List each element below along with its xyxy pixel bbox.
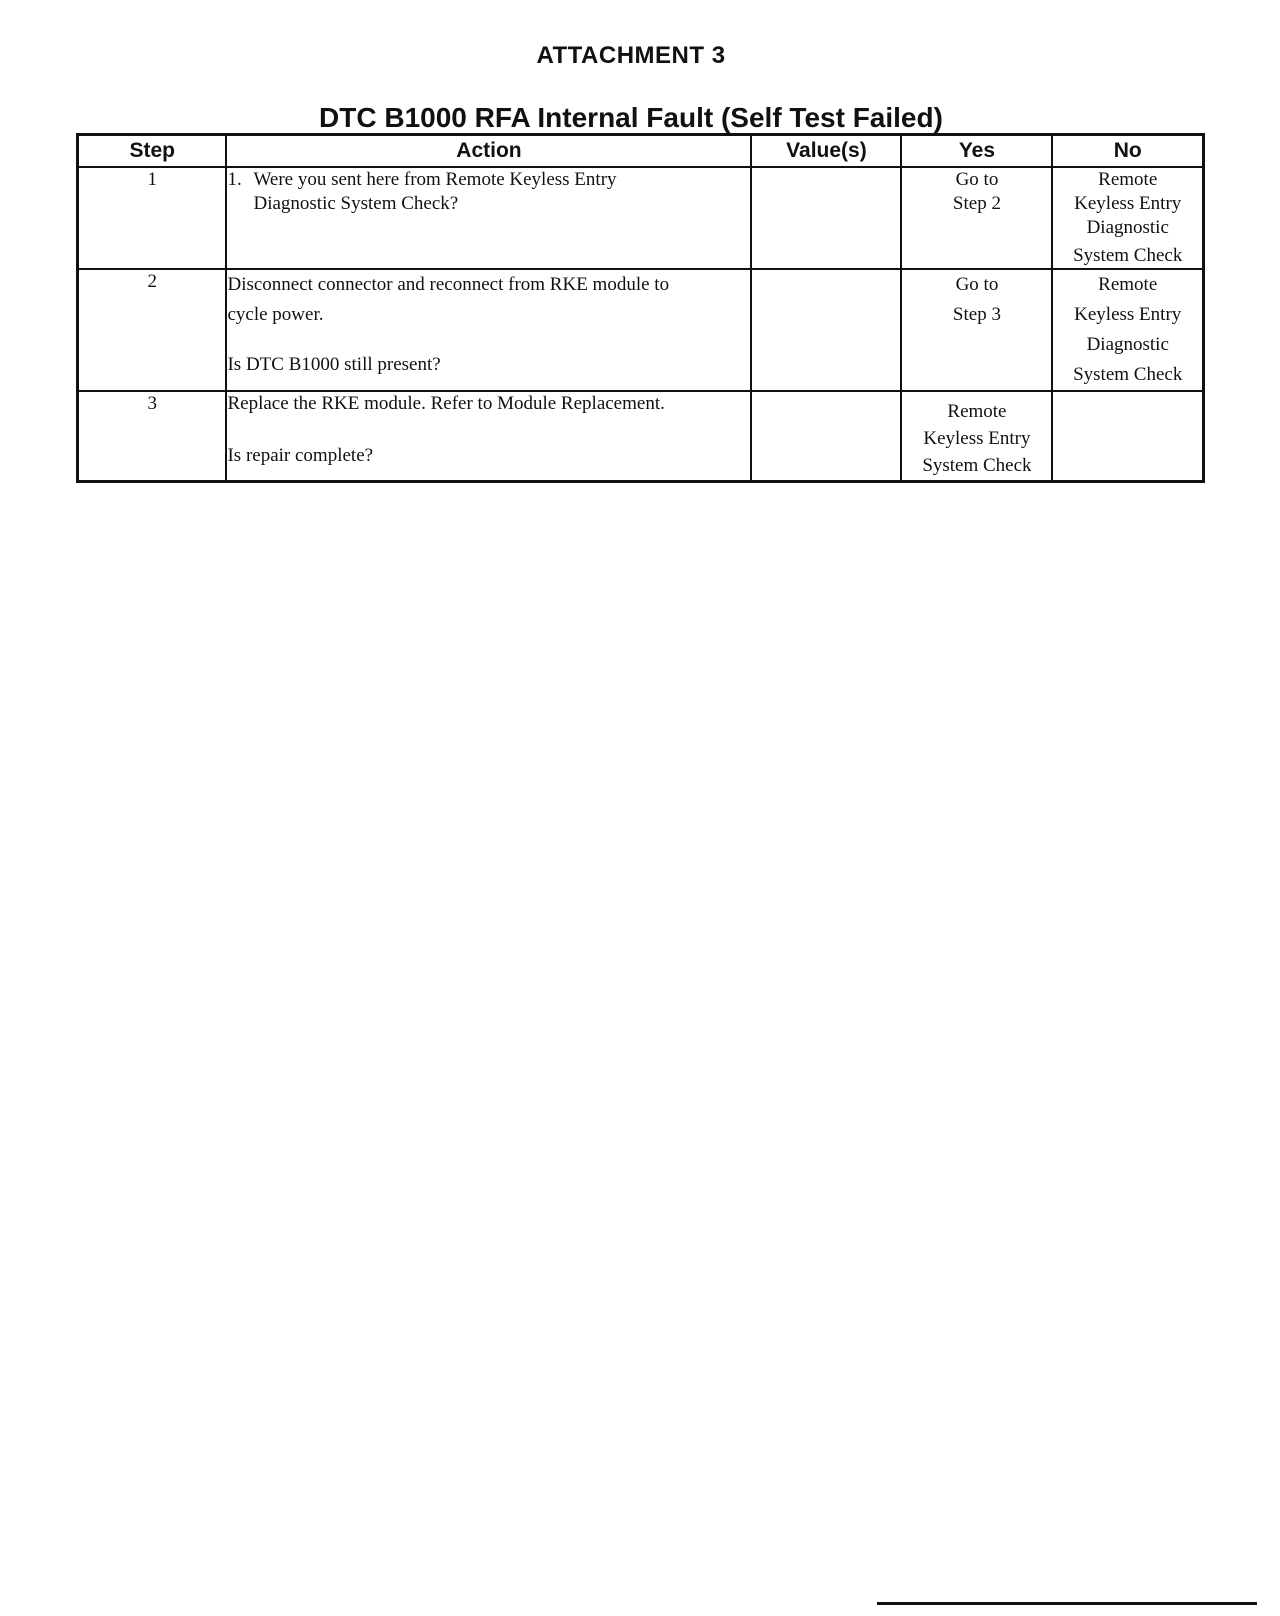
action-question: Is repair complete? xyxy=(227,445,374,466)
column-header-action: Action xyxy=(226,135,751,168)
yes-cell xyxy=(901,269,1052,391)
no-text-line: Diagnostic xyxy=(1086,334,1169,355)
action-cell xyxy=(226,391,751,482)
yes-text-line: Go to xyxy=(955,274,999,295)
yes-text-line: Step 3 xyxy=(952,304,1001,325)
action-cell xyxy=(226,269,751,391)
column-header-no: No xyxy=(1052,135,1203,168)
no-text-line: Keyless Entry xyxy=(1074,193,1182,214)
no-text-line: System Check xyxy=(1073,245,1183,266)
action-text-line: Were you sent here from Remote Keyless Entry xyxy=(253,169,617,190)
no-text-line: System Check xyxy=(1073,364,1183,385)
action-text-line: Replace the RKE module. Refer to Module Replacement. xyxy=(227,393,665,414)
values-cell xyxy=(751,167,901,269)
step-number: 2 xyxy=(78,269,227,391)
no-text-line: Diagnostic xyxy=(1086,217,1169,238)
yes-text-line: System Check xyxy=(922,455,1032,476)
action-question: Is DTC B1000 still present? xyxy=(227,354,441,375)
yes-text-line: Keyless Entry xyxy=(923,428,1031,449)
action-text-line: Diagnostic System Check? xyxy=(253,193,459,214)
step-number: 3 xyxy=(78,391,227,482)
action-cell xyxy=(226,167,751,269)
action-text-line: cycle power. xyxy=(227,304,324,325)
table-row xyxy=(78,167,1204,269)
table-row xyxy=(78,391,1204,482)
page-title: DTC B1000 RFA Internal Fault (Self Test Failed) xyxy=(319,102,943,133)
yes-text-line: Step 2 xyxy=(952,193,1001,214)
yes-cell xyxy=(901,167,1052,269)
no-cell xyxy=(1052,391,1203,482)
yes-text-line: Remote xyxy=(947,401,1007,422)
action-list-number: 1. xyxy=(227,169,242,190)
attachment-label: ATTACHMENT 3 xyxy=(536,42,726,69)
yes-cell xyxy=(901,391,1052,482)
no-text-line: Keyless Entry xyxy=(1074,304,1182,325)
step-number: 1 xyxy=(78,167,227,269)
values-cell xyxy=(751,269,901,391)
column-header-yes: Yes xyxy=(901,135,1052,168)
no-text-line: Remote xyxy=(1098,274,1158,295)
column-header-values: Value(s) xyxy=(751,135,901,168)
no-text-line: Remote xyxy=(1098,169,1158,190)
action-text-line: Disconnect connector and reconnect from RKE module to xyxy=(227,274,670,295)
yes-text-line: Go to xyxy=(955,169,999,190)
no-cell xyxy=(1052,269,1203,391)
column-header-step: Step xyxy=(78,135,227,168)
table-row xyxy=(78,269,1204,391)
values-cell xyxy=(751,391,901,482)
no-cell xyxy=(1052,167,1203,269)
bottom-rule-line xyxy=(877,1602,1257,1605)
table-header-row xyxy=(78,135,1204,168)
diagnostic-table xyxy=(76,133,1205,483)
